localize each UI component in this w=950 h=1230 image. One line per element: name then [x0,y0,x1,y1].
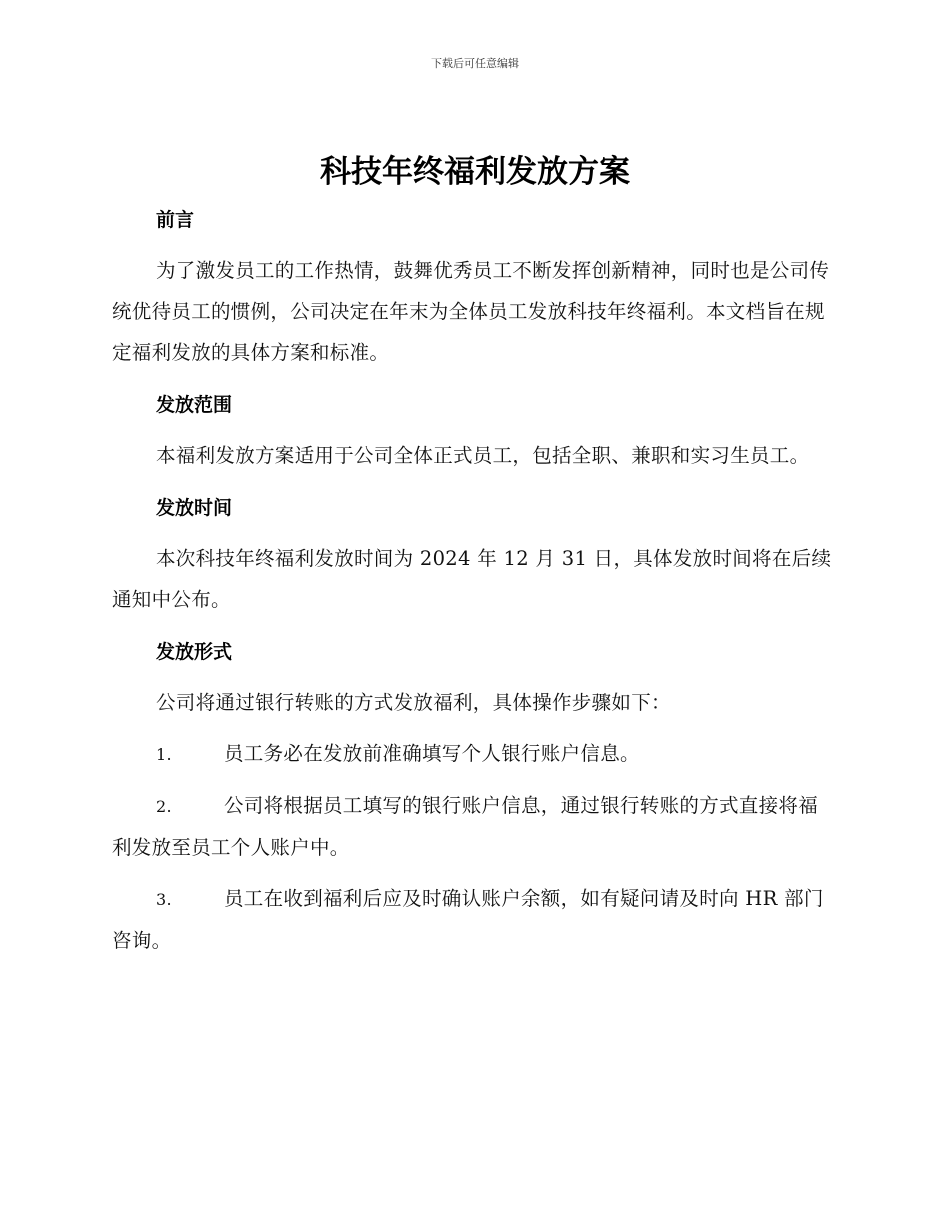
list-number: 2. [156,797,172,816]
section-heading-form: 发放形式 [156,641,233,663]
list-item [112,785,832,868]
list-item [112,733,832,775]
section-time [112,488,832,620]
document-title: 科技年终福利发放方案 [320,154,630,190]
section-heading-time: 发放时间 [156,497,233,519]
list-text: 公司将根据员工填写的银行账户信息，通过银行转账的方式直接将福利发放至员工个人账户中。 [112,794,819,859]
list-number: 3. [156,890,172,909]
section-heading-preface: 前言 [156,209,195,231]
section-scope [112,385,832,476]
paragraph-form-intro: 公司将通过银行转账的方式发放福利，具体操作步骤如下： [156,691,671,714]
list-number: 1. [156,745,172,764]
section-form [112,632,832,961]
list-item [112,878,832,961]
paragraph-time: 本次科技年终福利发放时间为 2024 年 12 月 31 日，具体发放时间将在后续通知中公布。 [112,547,832,611]
paragraph-preface: 为了激发员工的工作热情，鼓舞优秀员工不断发挥创新精神，同时也是公司传统优待员工的惯例，公司决定在年末为全体员工发放科技年终福利。本文档旨在规定福利发放的具体方案和标准。 [112,259,830,364]
list-text: 员工务必在发放前准确填写个人银行账户信息。 [224,742,640,765]
document-body [112,200,832,961]
section-preface [112,200,832,373]
paragraph-scope: 本福利发放方案适用于公司全体正式员工，包括全职、兼职和实习生员工。 [156,444,810,467]
section-heading-scope: 发放范围 [156,394,233,416]
header-note: 下载后可任意编辑 [431,57,519,70]
list-text: 员工在收到福利后应及时确认账户余额，如有疑问请及时向 HR 部门咨询。 [112,887,824,952]
